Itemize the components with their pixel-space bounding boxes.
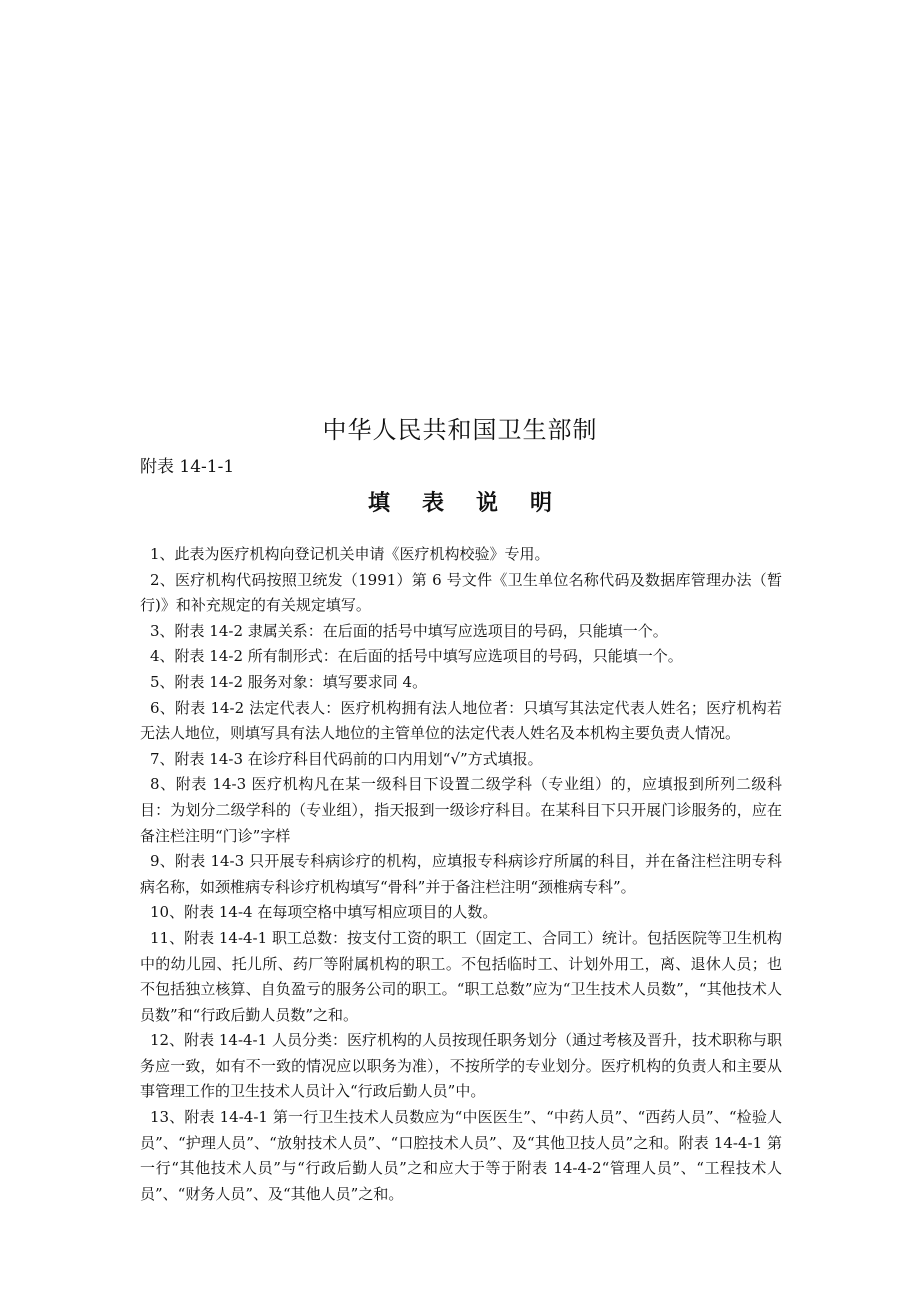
instruction-item: 8、附表 14-3 医疗机构凡在某一级科目下设置二级学科（专业组）的，应填报到所列二级科目：为划分二级学科的（专业组），指天报到一级诊疗科目。在某科目下只开展门诊服务的，应在备注栏注明“门诊”字样 [140,775,782,845]
instruction-item: 1、此表为医疗机构向登记机关申请《医疗机构校验》专用。 [150,545,550,563]
attachment-label: 附表 14-1-1 [140,457,235,477]
instruction-item: 2、医疗机构代码按照卫统发（1991）第 6 号文件《卫生单位名称代码及数据库管理办法（暂行)》和补充规定的有关规定填写。 [140,570,782,615]
instruction-item: 6、附表 14-2 法定代表人：医疗机构拥有法人地位者：只填写其法定代表人姓名；医疗机构若无法人地位，则填写具有法人地位的主管单位的法定代表人姓名及本机构主要负责人情况。 [140,698,782,743]
instruction-item: 12、附表 14-4-1 人员分类：医疗机构的人员按现任职务划分（通过考核及晋升，技术职称与职务应一致，如有不一致的情况应以职务为准），不按所学的专业划分。医疗机构的负责人和主要从事管理工作的卫生技术人员计入“行政后勤人员”中。 [140,1031,782,1101]
instruction-item: 7、附表 14-3 在诊疗科目代码前的口内用划“√”方式填报。 [150,749,543,768]
instruction-item: 5、附表 14-2 服务对象：填写要求同 4。 [150,672,428,691]
document-title: 填表说明 [367,490,584,516]
instruction-item: 4、附表 14-2 所有制形式：在后面的括号中填写应选项目的号码，只能填一个。 [150,647,683,666]
instruction-item: 9、附表 14-3 只开展专科病诊疗的机构，应填报专科病诊疗所属的科目，并在备注栏注明专科病名称，如颈椎病专科诊疗机构填写“骨科”并于备注栏注明“颈椎病专科”。 [140,852,782,896]
instruction-item: 3、附表 14-2 隶属关系：在后面的括号中填写应选项目的号码，只能填一个。 [150,621,668,640]
instruction-item: 10、附表 14-4 在每项空格中填写相应项目的人数。 [150,903,498,922]
ministry-heading: 中华人民共和国卫生部制 [322,416,598,444]
instruction-item: 11、附表 14-4-1 职工总数：按支付工资的职工（固定工、合同工）统计。包括医院等卫生机构中的幼儿园、托儿所、药厂等附属机构的职工。不包括临时工、计划外用工，离、退休人员；也不包括独立核算、自负盈亏的服务公司的职工。“职工总数”应为“卫生技术人员数”，“其他技术人员数”和“行政后勤人员数”之和。 [140,928,782,1024]
instruction-list [140,542,782,1207]
instruction-item: 13、附表 14-4-1 第一行卫生技术人员数应为“中医医生”、“中药人员”、“西药人员”、“检验人员”、“护理人员”、“放射技术人员”、“口腔技术人员”、及“其他卫技人员”之和。附表 14-4-1 第一行“其他技术人员”与“行政后勤人员”之和应大于等于附表 14-4-2“管理人员”、“工程技术人员”、“财务人员”、及“其他人员”之和。 [140,1108,782,1203]
